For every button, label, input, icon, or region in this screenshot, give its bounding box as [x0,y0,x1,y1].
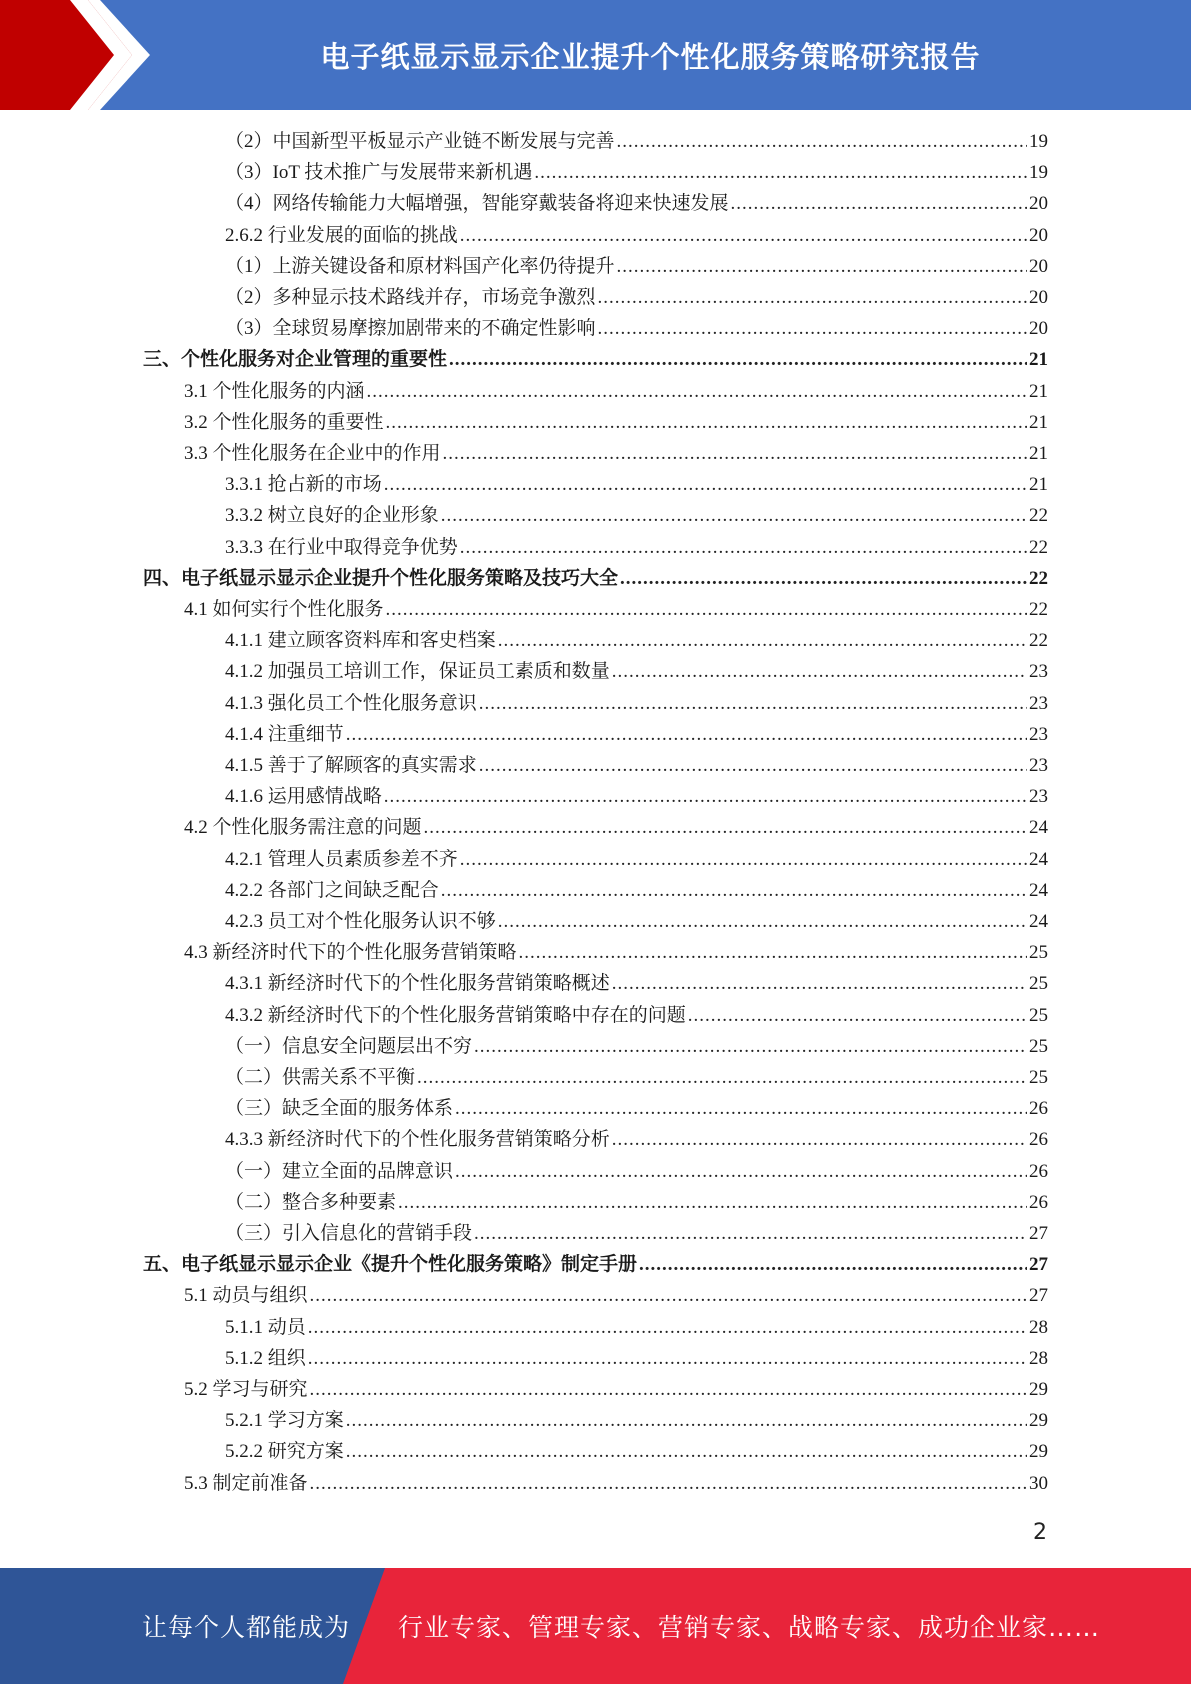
toc-leader-dots [386,594,1027,625]
toc-entry[interactable] [225,126,1048,157]
page-header [0,0,1191,110]
toc-leader-dots [460,844,1027,875]
toc-entry-page: 29 [1029,1410,1048,1431]
page-footer [0,1568,1191,1684]
toc-entry[interactable] [225,1031,1048,1062]
toc-entry-page: 21 [1029,443,1048,464]
toc-entry-page: 20 [1029,225,1048,246]
toc-entry-label: 5.3 制定前准备 [184,1473,308,1494]
toc-entry[interactable] [225,1000,1048,1031]
toc-entry-label: 三、个性化服务对企业管理的重要性 [143,349,448,370]
toc-entry-label: 5.1.1 动员 [225,1317,306,1338]
toc-entry-page: 24 [1029,911,1048,932]
toc-leader-dots [617,126,1027,157]
toc-leader-dots [310,1280,1027,1311]
toc-entry-label: （4）网络传输能力大幅增强，智能穿戴装备将迎来快速发展 [225,193,729,214]
toc-entry[interactable] [143,563,1048,594]
toc-entry[interactable] [225,875,1048,906]
toc-entry-page: 29 [1029,1441,1048,1462]
toc-leader-dots [346,1405,1027,1436]
toc-entry-page: 27 [1029,1285,1048,1306]
toc-leader-dots [479,750,1027,781]
toc-entry[interactable] [225,781,1048,812]
toc-entry[interactable] [143,1249,1048,1280]
toc-entry[interactable] [225,157,1048,188]
toc-leader-dots [308,1343,1027,1374]
toc-entry-label: 4.2.3 员工对个性化服务认识不够 [225,911,496,932]
document-title: 电子纸显示显示企业提升个性化服务策略研究报告 [320,39,981,74]
toc-entry-page: 23 [1029,661,1048,682]
toc-entry[interactable] [225,1062,1048,1093]
toc-leader-dots [598,282,1027,313]
toc-entry-label: （3）全球贸易摩擦加剧带来的不确定性影响 [225,318,596,339]
toc-leader-dots [498,625,1027,656]
toc-leader-dots [417,1062,1027,1093]
toc-entry-label: 4.2.1 管理人员素质参差不齐 [225,849,458,870]
toc-entry-page: 25 [1029,973,1048,994]
toc-leader-dots [639,1249,1027,1280]
toc-entry-page: 26 [1029,1129,1048,1150]
toc-entry-page: 20 [1029,318,1048,339]
toc-entry-page: 28 [1029,1317,1048,1338]
toc-entry-label: 4.1 如何实行个性化服务 [184,599,384,620]
toc-entry[interactable] [225,719,1048,750]
toc-entry[interactable] [143,344,1048,375]
toc-leader-dots [617,251,1027,282]
toc-entry[interactable] [225,750,1048,781]
toc-leader-dots [731,188,1027,219]
toc-entry-page: 27 [1029,1254,1048,1275]
toc-entry-label: 3.2 个性化服务的重要性 [184,412,384,433]
toc-entry[interactable] [225,220,1048,251]
toc-entry-label: 5.1 动员与组织 [184,1285,308,1306]
toc-entry-label: 4.1.3 强化员工个性化服务意识 [225,693,477,714]
toc-entry[interactable] [225,282,1048,313]
toc-entry[interactable] [225,313,1048,344]
toc-leader-dots [460,532,1027,563]
toc-leader-dots [455,1093,1027,1124]
footer-slogan-left: 让每个人都能成为 [142,1613,351,1642]
toc-entry-label: 3.3.2 树立良好的企业形象 [225,505,439,526]
toc-entry-page: 22 [1029,630,1048,651]
toc-entry-page: 23 [1029,693,1048,714]
toc-entry[interactable] [184,407,1048,438]
toc-entry-page: 26 [1029,1098,1048,1119]
toc-entry[interactable] [225,251,1048,282]
toc-entry[interactable] [225,656,1048,687]
toc-entry-label: 5.2 学习与研究 [184,1379,308,1400]
toc-entry-page: 21 [1029,381,1048,402]
toc-entry[interactable] [184,812,1048,843]
toc-entry-label: 3.3.3 在行业中取得竞争优势 [225,537,458,558]
toc-leader-dots [449,344,1027,375]
page-number: 2 [1033,1520,1047,1545]
toc-leader-dots [519,937,1027,968]
toc-leader-dots [598,313,1027,344]
toc-leader-dots [460,220,1027,251]
toc-entry[interactable] [225,532,1048,563]
toc-leader-dots [308,1312,1027,1343]
toc-entry-label: （一）建立全面的品牌意识 [225,1161,454,1182]
toc-entry-label: （3）IoT 技术推广与发展带来新机遇 [225,162,533,183]
toc-entry[interactable] [184,1280,1048,1311]
toc-leader-dots [474,1031,1027,1062]
toc-entry-page: 26 [1029,1192,1048,1213]
toc-entry[interactable] [225,968,1048,999]
toc-leader-dots [688,1000,1027,1031]
toc-entry-page: 23 [1029,755,1048,776]
toc-entry-label: 4.3.3 新经济时代下的个性化服务营销策略分析 [225,1129,610,1150]
toc-entry[interactable] [184,376,1048,407]
toc-entry-page: 30 [1029,1473,1048,1494]
toc-entry-label: 4.1.5 善于了解顾客的真实需求 [225,755,477,776]
toc-entry[interactable] [225,1124,1048,1155]
toc-entry[interactable] [225,1436,1048,1467]
toc-entry-label: 4.1.6 运用感情战略 [225,786,382,807]
toc-entry-label: 5.2.1 学习方案 [225,1410,344,1431]
toc-entry-page: 23 [1029,786,1048,807]
toc-entry[interactable] [225,844,1048,875]
toc-entry-page: 28 [1029,1348,1048,1369]
toc-entry-page: 19 [1029,162,1048,183]
toc-entry-page: 23 [1029,724,1048,745]
toc-leader-dots [310,1468,1027,1499]
toc-leader-dots [346,1436,1027,1467]
toc-entry-page: 24 [1029,880,1048,901]
toc-entry[interactable] [184,438,1048,469]
toc-entry-label: 4.1.1 建立顾客资料库和客史档案 [225,630,496,651]
toc-leader-dots [474,1218,1027,1249]
toc-entry-page: 26 [1029,1161,1048,1182]
toc-leader-dots [441,875,1027,906]
toc-entry-page: 19 [1029,131,1048,152]
toc-entry-label: （二）整合多种要素 [225,1192,397,1213]
toc-entry-page: 22 [1029,537,1048,558]
toc-entry-label: 3.3 个性化服务在企业中的作用 [184,443,441,464]
toc-leader-dots [424,812,1027,843]
toc-entry-label: 4.2.2 各部门之间缺乏配合 [225,880,439,901]
toc-entry-page: 29 [1029,1379,1048,1400]
toc-leader-dots [620,563,1027,594]
toc-entry[interactable] [184,1374,1048,1405]
toc-leader-dots [310,1374,1027,1405]
toc-entry-label: 2.6.2 行业发展的面临的挑战 [225,225,458,246]
toc-entry-label: （2）多种显示技术路线并存，市场竞争激烈 [225,287,596,308]
toc-entry-label: 4.1.2 加强员工培训工作，保证员工素质和数量 [225,661,610,682]
toc-entry[interactable] [225,906,1048,937]
toc-entry[interactable] [225,625,1048,656]
toc-entry[interactable] [225,188,1048,219]
toc-entry[interactable] [184,937,1048,968]
toc-entry-page: 21 [1029,412,1048,433]
toc-leader-dots [384,781,1027,812]
toc-leader-dots [443,438,1027,469]
toc-entry-label: 五、电子纸显示显示企业《提升个性化服务策略》制定手册 [143,1254,638,1275]
toc-entry-page: 25 [1029,1005,1048,1026]
toc-entry-label: （2）中国新型平板显示产业链不断发展与完善 [225,131,615,152]
toc-leader-dots [441,500,1027,531]
toc-entry-page: 22 [1029,599,1048,620]
toc-entry-page: 22 [1029,568,1048,589]
toc-leader-dots [479,688,1027,719]
toc-entry-label: 3.1 个性化服务的内涵 [184,381,365,402]
toc-entry-page: 25 [1029,942,1048,963]
toc-entry[interactable] [225,1405,1048,1436]
toc-entry-label: 4.3 新经济时代下的个性化服务营销策略 [184,942,517,963]
toc-entry-page: 20 [1029,193,1048,214]
toc-entry-label: （二）供需关系不平衡 [225,1067,416,1088]
toc-entry[interactable] [225,1187,1048,1218]
toc-entry-label: （一）信息安全问题层出不穷 [225,1036,473,1057]
toc-entry[interactable] [225,688,1048,719]
toc-leader-dots [367,376,1027,407]
toc-entry-page: 25 [1029,1036,1048,1057]
toc-entry[interactable] [225,1156,1048,1187]
toc-entry[interactable] [225,1343,1048,1374]
toc-entry-label: 4.3.1 新经济时代下的个性化服务营销策略概述 [225,973,610,994]
toc-entry[interactable] [225,469,1048,500]
toc-entry[interactable] [225,1093,1048,1124]
toc-leader-dots [346,719,1027,750]
toc-entry[interactable] [225,1312,1048,1343]
toc-entry-label: 3.3.1 抢占新的市场 [225,474,382,495]
toc-leader-dots [498,906,1027,937]
toc-leader-dots [455,1156,1027,1187]
toc-entry-page: 20 [1029,256,1048,277]
toc-entry-label: （三）引入信息化的营销手段 [225,1223,473,1244]
toc-entry-label: 四、电子纸显示显示企业提升个性化服务策略及技巧大全 [143,568,619,589]
toc-entry-page: 24 [1029,817,1048,838]
toc-entry-page: 22 [1029,505,1048,526]
toc-leader-dots [612,656,1027,687]
toc-entry[interactable] [225,1218,1048,1249]
toc-entry-label: （三）缺乏全面的服务体系 [225,1098,454,1119]
toc-leader-dots [612,1124,1027,1155]
toc-entry-page: 20 [1029,287,1048,308]
toc-entry[interactable] [225,500,1048,531]
toc-entry-page: 21 [1029,474,1048,495]
toc-entry-label: （1）上游关键设备和原材料国产化率仍待提升 [225,256,615,277]
toc-leader-dots [612,968,1027,999]
toc-entry-page: 27 [1029,1223,1048,1244]
toc-entry-page: 21 [1029,349,1048,370]
toc-entry-label: 4.3.2 新经济时代下的个性化服务营销策略中存在的问题 [225,1005,686,1026]
toc-entry-label: 4.2 个性化服务需注意的问题 [184,817,422,838]
toc-entry-page: 25 [1029,1067,1048,1088]
toc-leader-dots [398,1187,1027,1218]
toc-leader-dots [534,157,1027,188]
toc-entry[interactable] [184,1468,1048,1499]
toc-entry-page: 24 [1029,849,1048,870]
toc-leader-dots [386,407,1027,438]
toc-entry-label: 4.1.4 注重细节 [225,724,344,745]
toc-entry-label: 5.2.2 研究方案 [225,1441,344,1462]
toc-entry[interactable] [184,594,1048,625]
toc-entry-label: 5.1.2 组织 [225,1348,306,1369]
footer-slogan-right: 行业专家、管理专家、营销专家、战略专家、成功企业家…… [398,1613,1101,1642]
toc-leader-dots [384,469,1027,500]
